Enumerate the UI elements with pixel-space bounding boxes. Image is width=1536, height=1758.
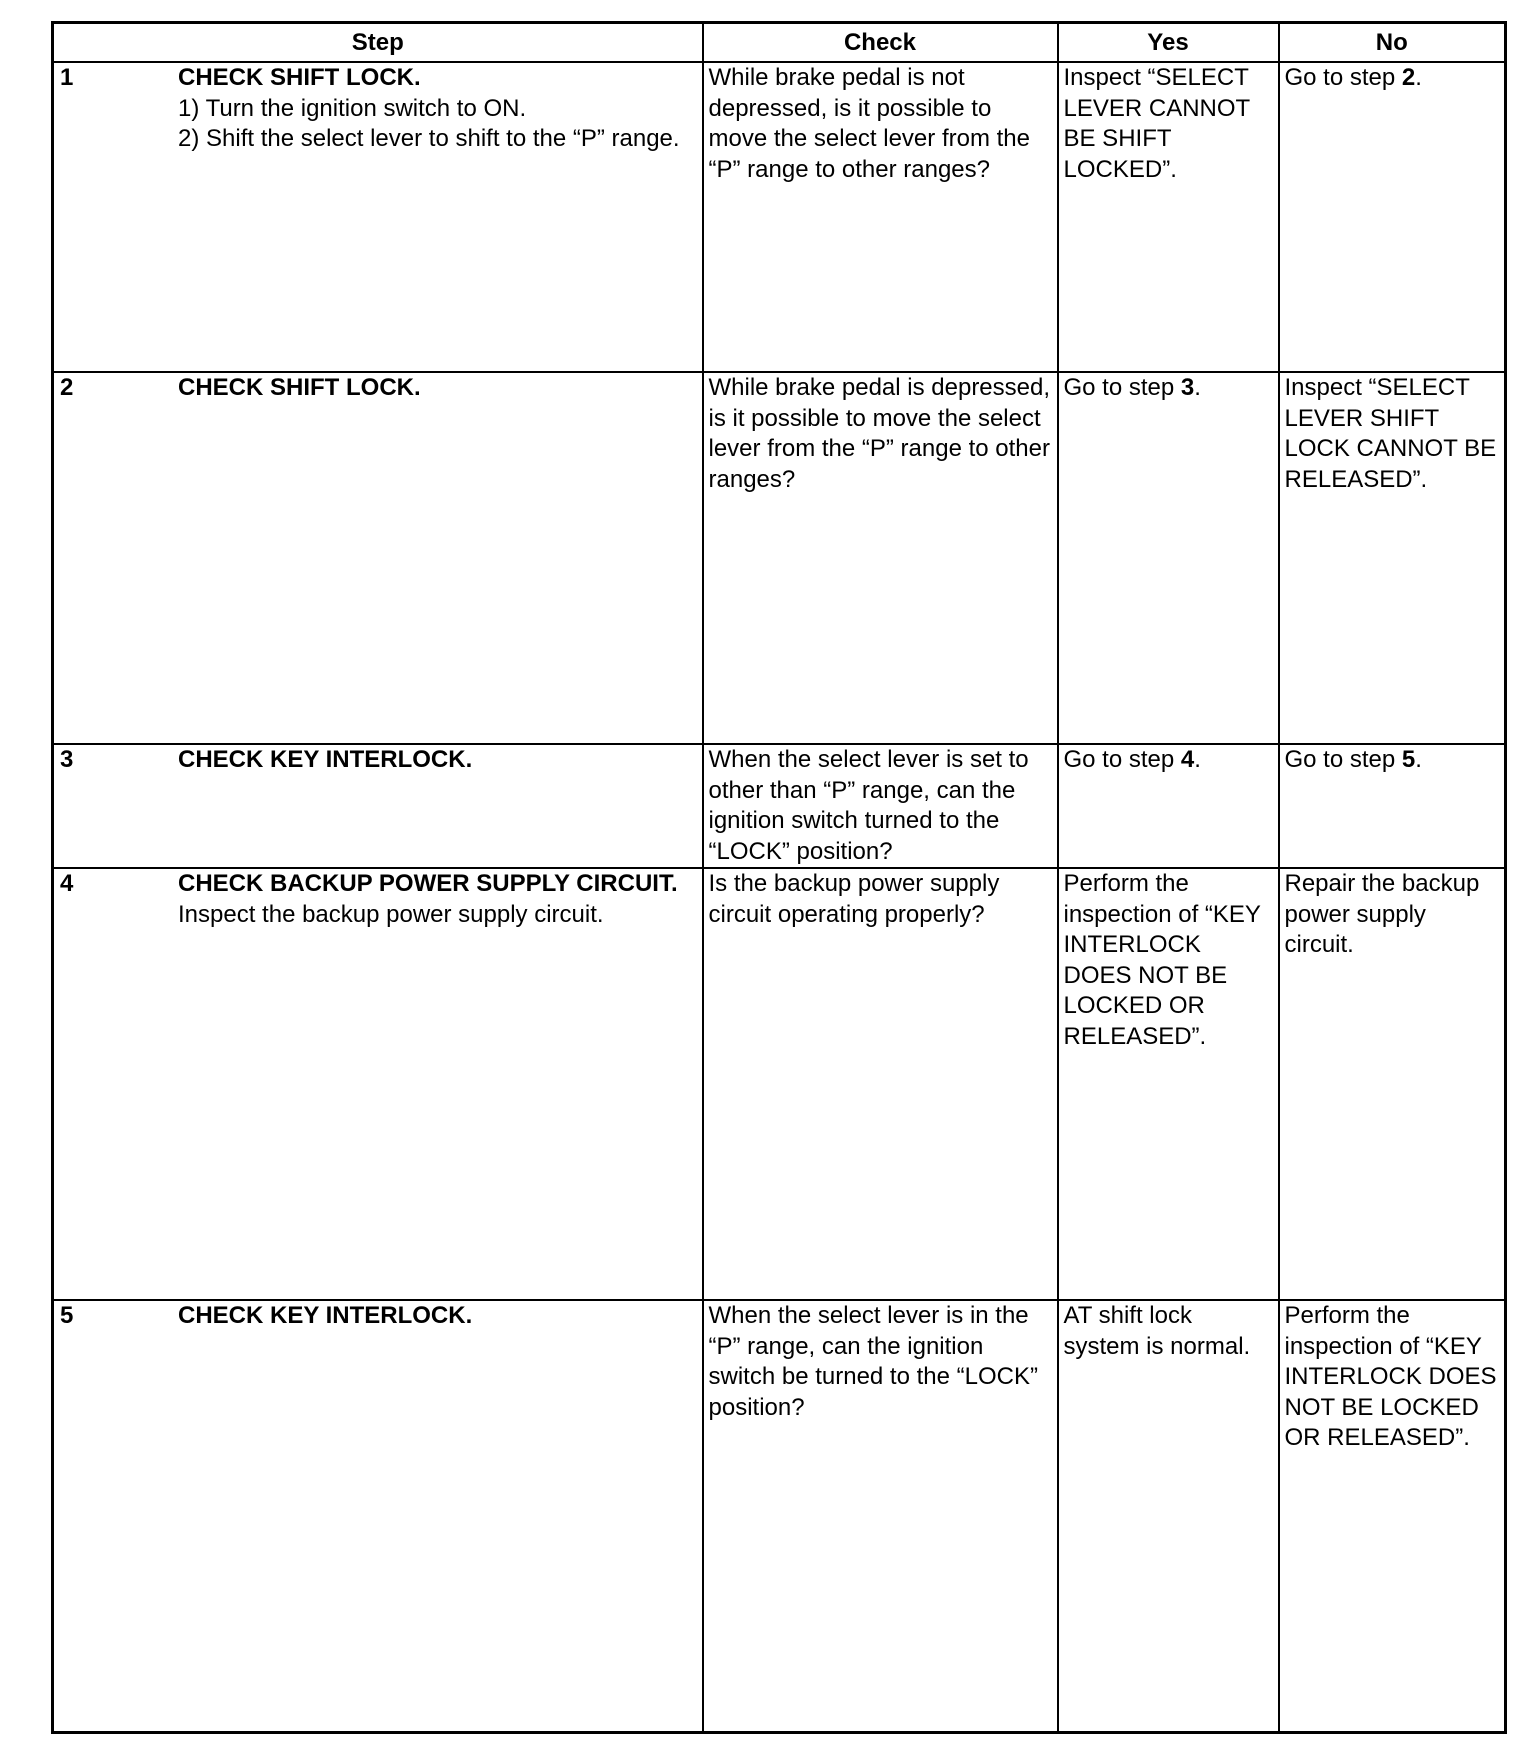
step-body bbox=[178, 869, 702, 930]
header-yes: Yes bbox=[1058, 23, 1279, 63]
yes-cell bbox=[1058, 372, 1279, 744]
check-cell bbox=[703, 372, 1058, 744]
no-text: Inspect “SELECT LEVER SHIFT LOCK CANNOT BE RELEASED”. bbox=[1284, 374, 1497, 493]
header-check: Check bbox=[703, 23, 1058, 63]
no-prefix: Go to step bbox=[1284, 746, 1402, 773]
step-number: 4 bbox=[60, 870, 74, 897]
check-text: When the select lever is in the “P” range, can the ignition switch be turned to the “LOCK” position? bbox=[708, 1302, 1038, 1421]
yes-suffix: . bbox=[1194, 374, 1201, 401]
header-step: Step bbox=[53, 23, 703, 63]
yes-suffix: . bbox=[1194, 746, 1201, 773]
yes-cell bbox=[1058, 62, 1279, 372]
no-suffix: . bbox=[1415, 64, 1422, 91]
yes-step-ref: 4 bbox=[1180, 746, 1195, 773]
check-text: While brake pedal is depressed, is it possible to move the select lever from the “P” range to other ranges? bbox=[708, 374, 1051, 493]
step-number: 1 bbox=[60, 64, 74, 91]
check-cell bbox=[703, 62, 1058, 372]
no-step-ref: 5 bbox=[1401, 746, 1416, 773]
step-title: CHECK KEY INTERLOCK. bbox=[178, 746, 473, 773]
table-row bbox=[53, 744, 1506, 868]
check-text: While brake pedal is not depressed, is it possible to move the select lever from the “P” range to other ranges? bbox=[708, 64, 1030, 183]
header-row bbox=[53, 23, 1506, 63]
no-prefix: Go to step bbox=[1284, 64, 1402, 91]
no-text bbox=[1280, 745, 1505, 776]
yes-text: Inspect “SELECT LEVER CANNOT BE SHIFT LOCKED”. bbox=[1063, 64, 1250, 183]
step-title: CHECK BACKUP POWER SUPPLY CIRCUIT. bbox=[178, 870, 678, 897]
step-body bbox=[178, 373, 702, 404]
table-row bbox=[53, 372, 1506, 744]
table-row bbox=[53, 62, 1506, 372]
step-cell bbox=[53, 62, 703, 372]
step-cell bbox=[53, 372, 703, 744]
step-cell bbox=[53, 868, 703, 1300]
table-row bbox=[53, 868, 1506, 1300]
step-instruction: Inspect the backup power supply circuit. bbox=[178, 900, 604, 928]
no-cell bbox=[1279, 1300, 1506, 1732]
no-text bbox=[1280, 63, 1505, 94]
step-cell bbox=[53, 744, 703, 868]
no-text: Perform the inspection of “KEY INTERLOCK DOES NOT BE LOCKED OR RELEASED”. bbox=[1284, 1302, 1497, 1451]
no-cell bbox=[1279, 744, 1506, 868]
yes-step-ref: 3 bbox=[1180, 374, 1195, 401]
yes-prefix: Go to step bbox=[1063, 374, 1181, 401]
header-no: No bbox=[1279, 23, 1506, 63]
yes-prefix: Go to step bbox=[1063, 746, 1181, 773]
yes-text: Perform the inspection of “KEY INTERLOCK DOES NOT BE LOCKED OR RELEASED”. bbox=[1063, 870, 1261, 1050]
step-instruction: 1) Turn the ignition switch to ON. bbox=[178, 94, 527, 122]
yes-text bbox=[1059, 745, 1278, 776]
step-body bbox=[178, 63, 702, 155]
step-number: 2 bbox=[60, 374, 74, 401]
no-suffix: . bbox=[1415, 746, 1422, 773]
step-title: CHECK KEY INTERLOCK. bbox=[178, 1302, 473, 1329]
step-number: 5 bbox=[60, 1302, 74, 1329]
no-cell bbox=[1279, 868, 1506, 1300]
step-body bbox=[178, 745, 702, 776]
no-cell bbox=[1279, 372, 1506, 744]
check-cell bbox=[703, 744, 1058, 868]
yes-cell bbox=[1058, 1300, 1279, 1732]
no-cell bbox=[1279, 62, 1506, 372]
yes-cell bbox=[1058, 744, 1279, 868]
step-body bbox=[178, 1301, 702, 1332]
yes-cell bbox=[1058, 868, 1279, 1300]
yes-text bbox=[1059, 373, 1278, 404]
check-cell bbox=[703, 868, 1058, 1300]
yes-text: AT shift lock system is normal. bbox=[1063, 1302, 1251, 1360]
check-cell bbox=[703, 1300, 1058, 1732]
diagnosis-table bbox=[51, 21, 1507, 1734]
check-text: Is the backup power supply circuit operating properly? bbox=[708, 870, 1000, 928]
step-title: CHECK SHIFT LOCK. bbox=[178, 64, 421, 91]
step-number: 3 bbox=[60, 746, 74, 773]
no-text: Repair the backup power supply circuit. bbox=[1284, 870, 1480, 958]
check-text: When the select lever is set to other than “P” range, can the ignition switch turned to the “LOCK” position? bbox=[708, 746, 1029, 865]
step-title: CHECK SHIFT LOCK. bbox=[178, 374, 421, 401]
table-row bbox=[53, 1300, 1506, 1732]
step-cell bbox=[53, 1300, 703, 1732]
no-step-ref: 2 bbox=[1401, 64, 1416, 91]
step-instruction: 2) Shift the select lever to shift to the “P” range. bbox=[178, 125, 680, 152]
